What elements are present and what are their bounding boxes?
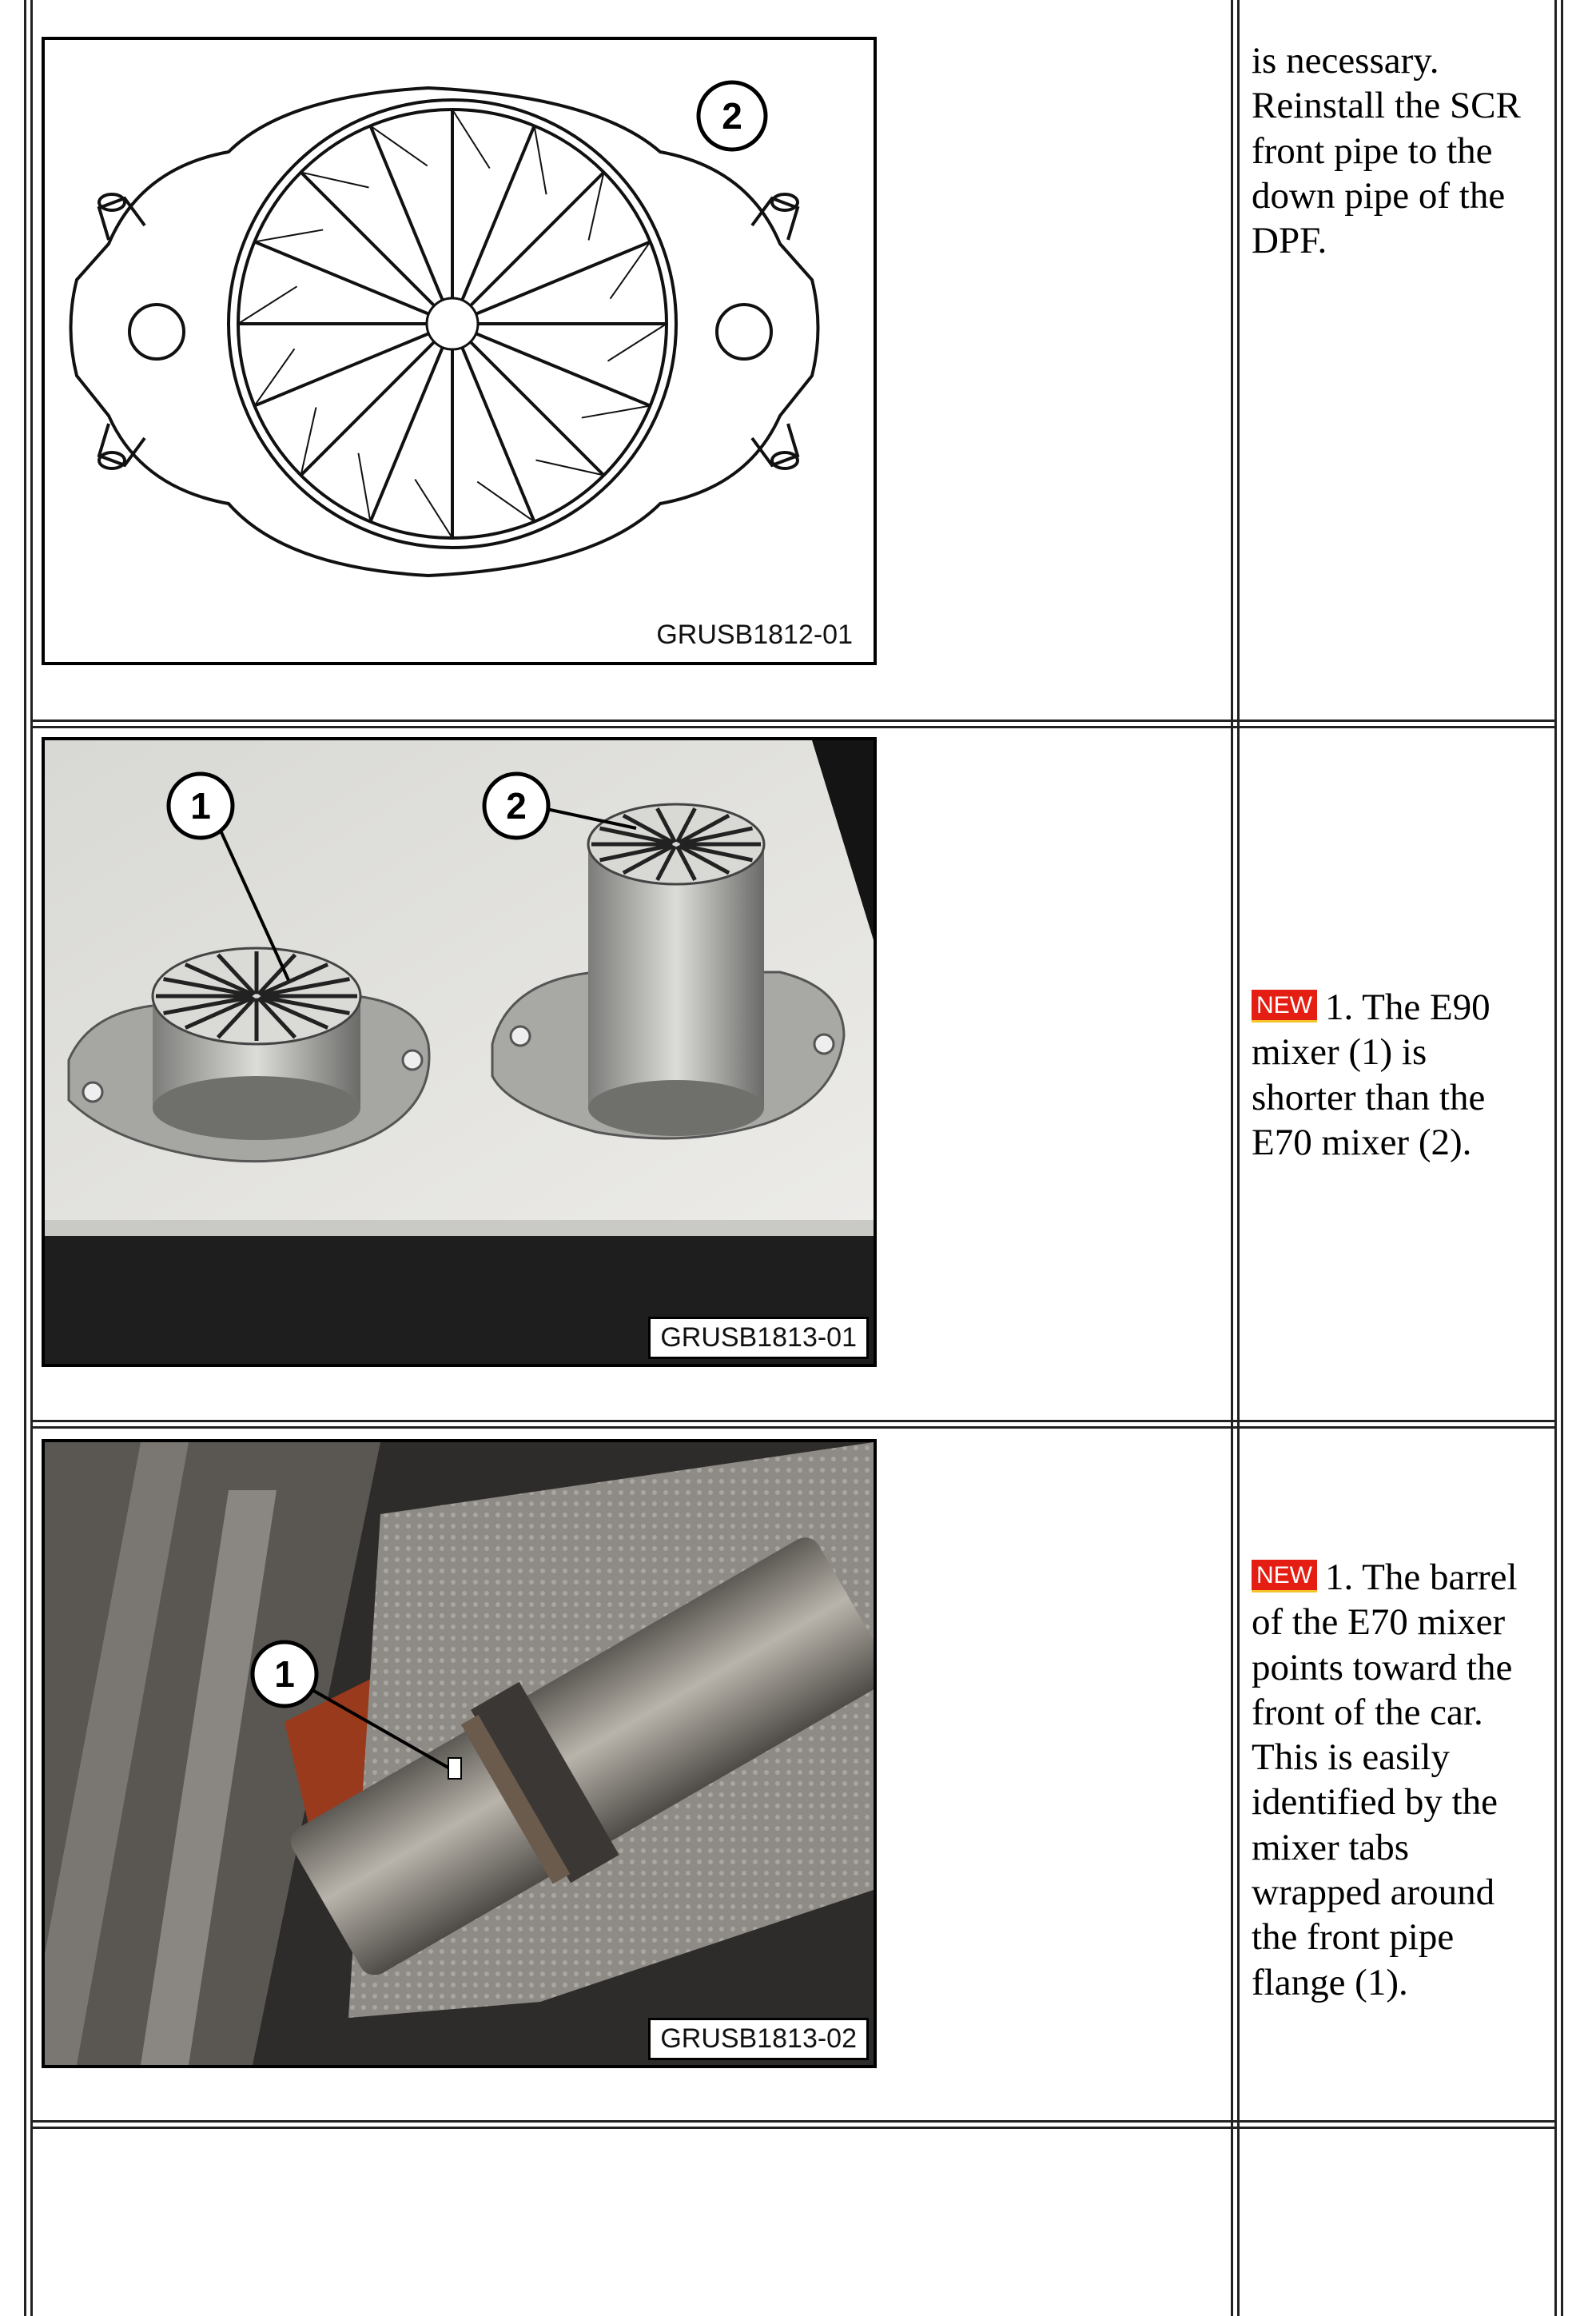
mixer-spoke <box>476 333 651 405</box>
mixer-blade-edge <box>300 172 368 187</box>
row-2-body: 1. The E90 mixer (1) is shorter than the E70 mixer (2). <box>1252 987 1491 1163</box>
mixer-spoke <box>300 342 434 476</box>
table-border-left-outer <box>24 0 26 2316</box>
mixer-flange-drawing <box>45 40 874 662</box>
mixer-blade-edge <box>358 453 370 522</box>
cell-divider-b <box>1237 0 1240 2316</box>
table-border-right-inner <box>1554 0 1557 2316</box>
row-2-text <box>1252 985 1491 1165</box>
row-divider <box>30 2120 1237 2123</box>
row-divider <box>30 1426 1237 1429</box>
mixer-blade-edge <box>582 406 651 418</box>
row-divider <box>1237 2127 1557 2129</box>
mixer-spoke <box>471 342 604 476</box>
mixer-blade-edge <box>535 460 603 476</box>
mixer-spoke <box>462 126 534 300</box>
row-divider <box>30 726 1237 728</box>
figure-label: GRUSB1812-01 <box>647 616 862 654</box>
mixer-blade-edge <box>238 286 297 324</box>
cell-divider-a <box>1231 0 1233 2316</box>
mixer-blade-edge <box>415 479 452 538</box>
new-badge: NEW <box>1252 1560 1317 1592</box>
mixer-blade-edge <box>535 126 547 194</box>
row-divider <box>1237 726 1557 728</box>
mixer-spoke <box>471 172 604 305</box>
row-divider <box>1237 2120 1557 2123</box>
row-3-text <box>1252 1555 1518 2005</box>
callout-number: 2 <box>506 785 527 827</box>
mixer-diagram-figure <box>42 37 877 665</box>
table-border-right-outer <box>1561 0 1563 2316</box>
undercar-photo-figure <box>42 1439 877 2068</box>
mixer-spoke <box>370 348 442 522</box>
row-divider <box>1237 720 1557 722</box>
mixer-spoke <box>254 241 428 313</box>
figure-label: GRUSB1813-01 <box>648 1317 869 1359</box>
callout-number: 2 <box>722 95 742 137</box>
figure-label: GRUSB1813-02 <box>648 2018 869 2060</box>
mixer-blade-edge <box>452 110 490 169</box>
row-1-text: is necessary. Reinstall the SCR front pipe to the down pipe of the DPF. <box>1252 40 1521 262</box>
mixer-blade-edge <box>300 407 316 475</box>
row-divider <box>1237 1426 1557 1429</box>
row-divider <box>30 2127 1237 2129</box>
mixers-photo-figure <box>42 737 877 1367</box>
row-divider <box>30 1420 1237 1422</box>
undercar-photo <box>45 1442 874 2065</box>
callout-number: 1 <box>274 1653 295 1695</box>
new-badge: NEW <box>1252 990 1317 1022</box>
row-divider <box>1237 1420 1557 1422</box>
mixer-spoke <box>300 172 434 305</box>
mixer-blade-edge <box>589 172 604 240</box>
callout-number: 1 <box>190 785 211 827</box>
row-divider <box>30 720 1237 722</box>
mixer-blade-edge <box>607 324 667 361</box>
row-3-body: 1. The barrel of the E70 mixer points toward the front of the car. This is easily identified by the mixer tabs wrapped around the front pipe flange (1). <box>1252 1557 1518 2003</box>
mixer-blade-edge <box>254 229 323 241</box>
mixers-photo <box>45 740 874 1364</box>
table-border-left-inner <box>30 0 33 2316</box>
